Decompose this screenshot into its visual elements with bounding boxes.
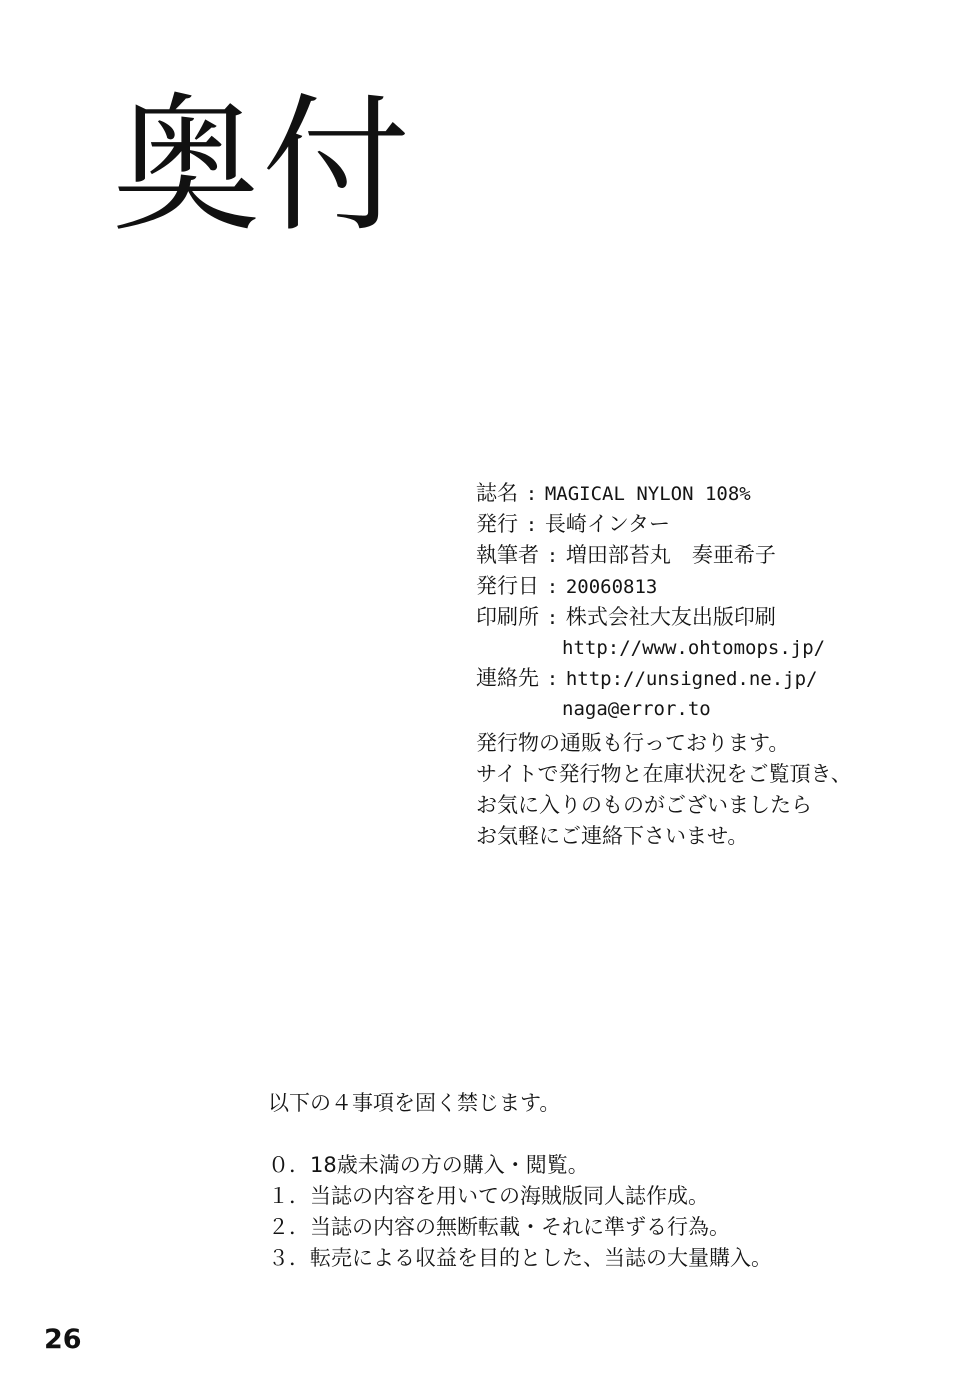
imprint-separator-date: :	[546, 576, 559, 598]
imprint-row-title	[476, 478, 825, 509]
mailorder-line-1: 発行物の通販も行っております。	[476, 731, 790, 755]
imprint-value-title: MAGICAL NYLON 108%	[544, 483, 751, 505]
imprint-label-publisher: 発行	[476, 512, 518, 536]
imprint-value-publisher: 長崎インター	[544, 512, 670, 536]
imprint-row-authors	[476, 540, 825, 571]
prohibitions-heading: 以下の４事項を固く禁じます。	[268, 1091, 561, 1115]
imprint-row-date	[476, 571, 825, 602]
contact-url: http://unsigned.ne.jp/	[565, 668, 818, 690]
imprint-separator-publisher: :	[525, 514, 538, 536]
imprint-block	[476, 478, 825, 724]
imprint-label-contact: 連絡先	[476, 666, 539, 690]
imprint-separator-authors: :	[546, 545, 559, 567]
mailorder-notice	[476, 728, 852, 852]
imprint-row-contact	[476, 663, 825, 694]
prohibition-item-2: ２．当誌の内容の無断転載・それに準ずる行為。	[268, 1215, 730, 1239]
imprint-separator-printer: :	[546, 607, 559, 629]
prohibition-item-3: ３．転売による収益を目的とした、当誌の大量購入。	[268, 1246, 772, 1270]
imprint-row-printer	[476, 602, 825, 633]
contact-email: naga@error.to	[562, 698, 711, 720]
imprint-value-date: 20060813	[565, 576, 658, 598]
imprint-label-authors: 執筆者	[476, 543, 539, 567]
prohibition-item-0: ０．18歳未満の方の購入・閲覧。	[268, 1153, 589, 1177]
imprint-label-date: 発行日	[476, 574, 539, 598]
prohibition-item-1: １．当誌の内容を用いての海賊版同人誌作成。	[268, 1184, 709, 1208]
prohibitions-list	[268, 1150, 772, 1274]
imprint-label-title: 誌名	[476, 481, 518, 505]
printer-url: http://www.ohtomops.jp/	[562, 637, 826, 659]
imprint-separator-contact: :	[546, 668, 559, 690]
mailorder-line-3: お気に入りのものがございましたら	[476, 793, 812, 817]
page-number: 26	[44, 1324, 82, 1355]
mailorder-line-2: サイトで発行物と在庫状況をご覧頂き、	[476, 762, 852, 786]
imprint-value-authors: 増田部苔丸 奏亜希子	[565, 543, 776, 567]
imprint-separator-title: :	[525, 483, 538, 505]
mailorder-line-4: お気軽にご連絡下さいませ。	[476, 824, 749, 848]
imprint-label-printer: 印刷所	[476, 605, 539, 629]
imprint-row-publisher	[476, 509, 825, 540]
page-title: 奥付	[112, 80, 412, 252]
imprint-value-printer: 株式会社大友出版印刷	[565, 605, 776, 629]
